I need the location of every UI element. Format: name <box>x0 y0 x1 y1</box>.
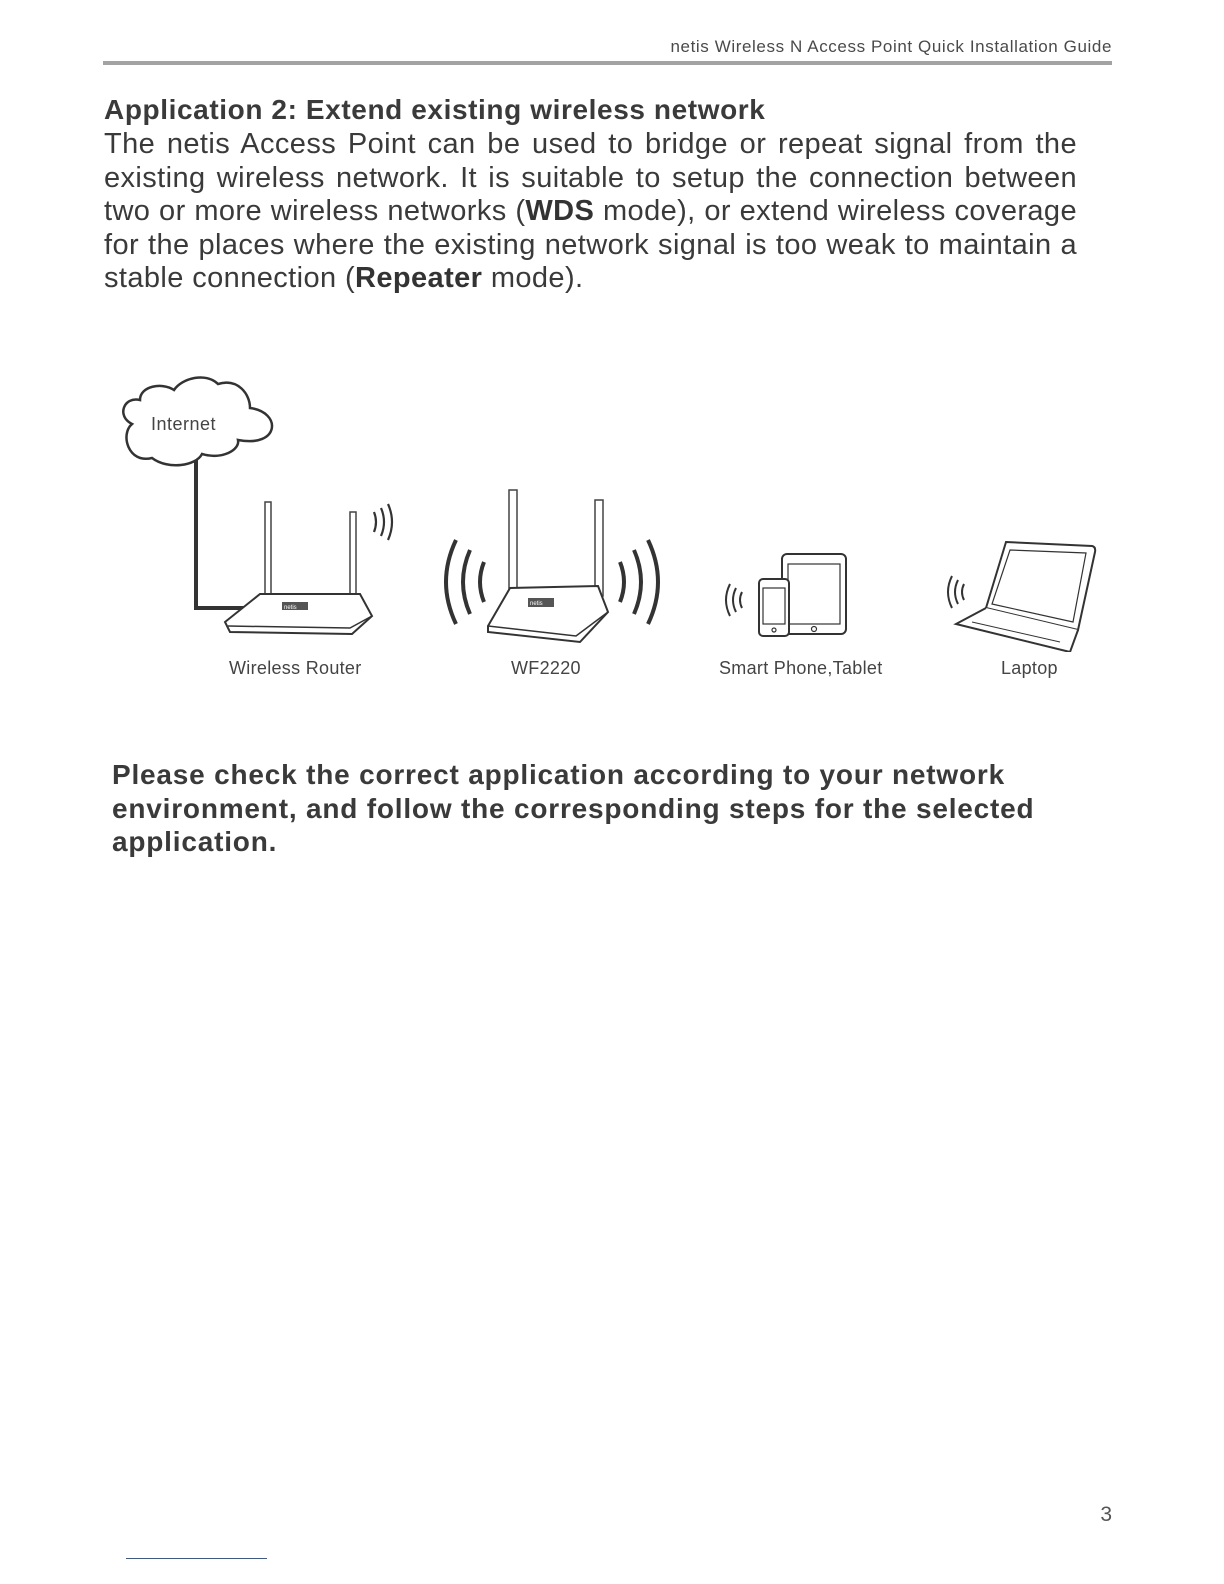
cloud-label: Internet <box>151 414 217 434</box>
wds-bold: WDS <box>525 195 595 227</box>
laptop-icon <box>956 542 1095 652</box>
section-body <box>104 128 1077 296</box>
ap-brand: netis <box>530 601 543 607</box>
repeater-bold: Repeater <box>355 262 483 294</box>
closing-instruction: Please check the correct application according to your network environment, and follow the corresponding steps for the selected application. <box>112 759 1035 857</box>
wifi-signal-icon <box>948 576 964 608</box>
router-brand: netis <box>284 605 297 611</box>
footnote-rule <box>126 1558 267 1559</box>
wifi-signal-icon <box>374 504 392 540</box>
section-title: Application 2: Extend existing wireless network <box>104 94 766 125</box>
tablet-icon <box>782 554 846 634</box>
header-rule <box>103 61 1112 65</box>
access-point-icon <box>488 490 608 642</box>
body-part-2: mode), or extend wireless coverage for the places where the existing network signal is too weak to maintain a stable connection ( <box>104 195 1077 294</box>
phone-icon <box>759 579 789 636</box>
ethernet-cable <box>196 460 245 608</box>
body-part-1: The netis Access Point can be used to bridge or repeat signal from the existing wireless network. It is suitable to setup the connection between two or more wireless networks ( <box>104 128 1077 227</box>
header-title: netis Wireless N Access Point Quick Installation Guide <box>670 37 1112 56</box>
wifi-signal-icon <box>726 584 742 616</box>
network-diagram <box>110 372 1110 652</box>
label-wf2220: WF2220 <box>511 658 581 678</box>
router-icon <box>225 502 372 634</box>
label-phone-tablet: Smart Phone,Tablet <box>719 658 883 678</box>
label-laptop: Laptop <box>1001 658 1058 678</box>
cloud-icon <box>123 377 272 465</box>
page-number: 3 <box>1100 1503 1112 1526</box>
label-wireless-router: Wireless Router <box>229 658 362 678</box>
body-part-3: mode). <box>482 262 584 294</box>
